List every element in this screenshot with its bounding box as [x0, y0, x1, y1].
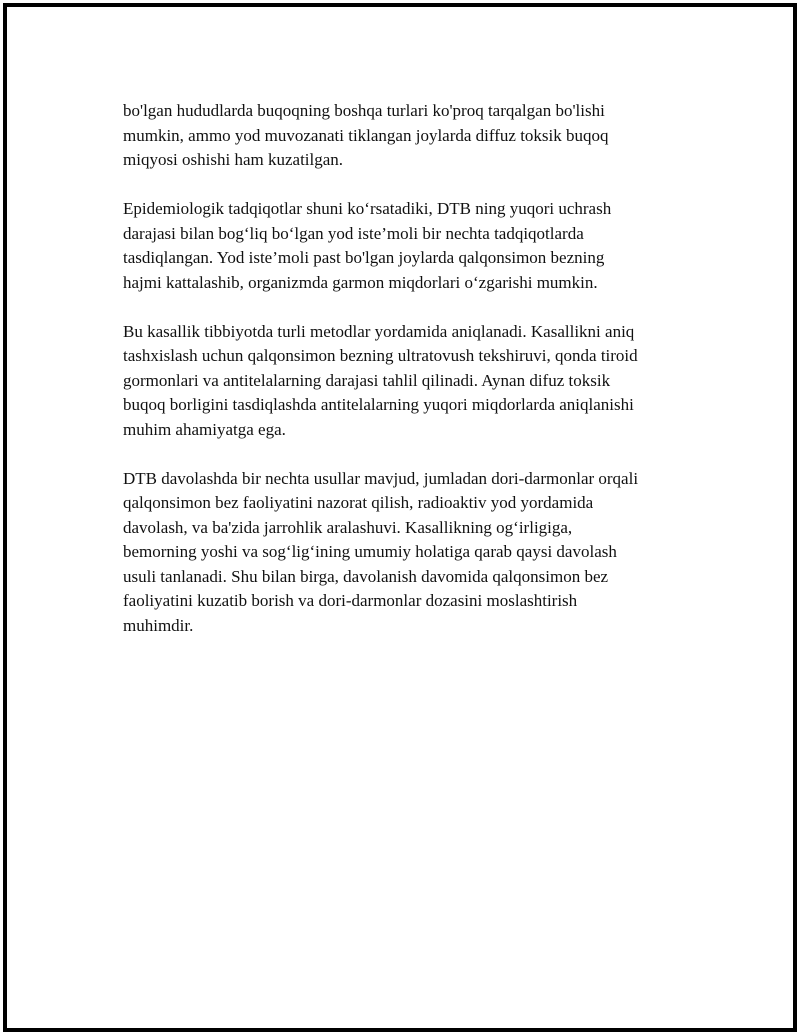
paragraph-treatment — [123, 467, 693, 639]
text-line: muhimdir. — [123, 615, 194, 635]
text-line: mumkin, ammo yod muvozanati tiklangan joylarda diffuz toksik buqoq — [123, 125, 609, 145]
text-line: Epidemiologik tadqiqotlar shuni ko‘rsatadiki, DTB ning yuqori uchrash — [123, 199, 612, 218]
text-line: buqoq borligini tasdiqlashda antitelalarning yuqori miqdorlarda aniqlanishi — [123, 395, 634, 414]
text-line: muhim ahamiyatga ega. — [123, 419, 286, 439]
text-line: hajmi kattalashib, organizmda garmon miqdorlari o‘zgarishi mumkin. — [123, 272, 598, 292]
text-line: bemorning yoshi va sog‘lig‘ining umumiy holatiga qarab qaysi davolash — [123, 542, 617, 561]
text-line: tasdiqlangan. Yod iste’moli past bo'lgan joylarda qalqonsimon bezning — [123, 248, 605, 267]
paragraph-continuation — [123, 99, 693, 173]
text-line: qalqonsimon bez faoliyatini nazorat qilish, radioaktiv yod yordamida — [123, 493, 594, 512]
text-line: Bu kasallik tibbiyotda turli metodlar yordamida aniqlanadi. Kasallikni aniq — [123, 321, 635, 341]
text-line: gormonlari va antitelalarning darajasi tahlil qilinadi. Aynan difuz toksik — [123, 370, 611, 390]
paragraph-epidemiology — [123, 197, 693, 295]
text-line: DTB davolashda bir nechta usullar mavjud, jumladan dori-darmonlar orqali — [123, 468, 639, 488]
text-line: faoliyatini kuzatib borish va dori-darmonlar dozasini moslashtirish — [123, 591, 578, 610]
text-line: tashxislash uchun qalqonsimon bezning ultratovush tekshiruvi, qonda tiroid — [123, 346, 638, 365]
document-body — [123, 99, 693, 663]
text-line: usuli tanlanadi. Shu bilan birga, davolanish davomida qalqonsimon bez — [123, 566, 609, 586]
text-line: davolash, va ba'zida jarrohlik aralashuvi. Kasallikning og‘irligiga, — [123, 517, 573, 537]
text-line: miqyosi oshishi ham kuzatilgan. — [123, 150, 344, 169]
text-line: bo'lgan hududlarda buqoqning boshqa turlari ko'proq tarqalgan bo'lishi — [123, 101, 605, 120]
text-line: darajasi bilan bog‘liq bo‘lgan yod iste’moli bir nechta tadqiqotlarda — [123, 223, 584, 243]
page-frame — [3, 3, 797, 1032]
paragraph-diagnosis — [123, 320, 693, 443]
